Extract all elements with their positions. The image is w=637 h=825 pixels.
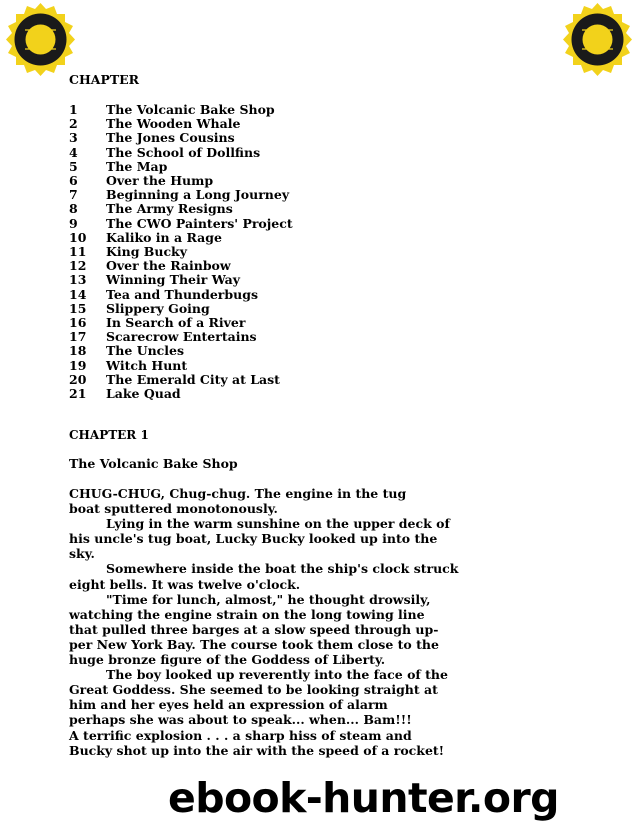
toc-entry-number: 20	[69, 371, 87, 387]
toc-entry-title: The Wooden Whale	[106, 116, 241, 132]
toc-entry-title: The Jones Cousins	[106, 130, 235, 146]
toc-entry-title: Kaliko in a Rage	[106, 229, 222, 245]
text-line: The boy looked up reverently into the face of the	[106, 667, 448, 683]
toc-entry-number: 4	[69, 144, 78, 160]
toc-entry-title: Over the Hump	[106, 173, 214, 189]
text-line: huge bronze figure of the Goddess of Liberty.	[69, 652, 386, 668]
toc-entry	[69, 160, 549, 174]
toc-entry-number: 3	[69, 130, 78, 146]
table-of-contents	[69, 72, 549, 401]
text-line: Bucky shot up into the air with the speed of a rocket!	[69, 742, 445, 758]
seal-badge-icon	[3, 2, 78, 77]
text-line: that pulled three barges at a slow speed through up-	[69, 621, 439, 637]
toc-entry-number: 2	[69, 116, 78, 132]
chapter-title: The Volcanic Bake Shop	[69, 456, 238, 471]
text-line: A terrific explosion . . . a sharp hiss of steam and	[69, 727, 412, 743]
toc-list	[69, 103, 549, 401]
seal-badge-icon	[560, 2, 635, 77]
text-line: boat sputtered monotonously.	[69, 501, 278, 517]
toc-entry	[69, 302, 549, 316]
text-line: "Time for lunch, almost," he thought drowsily,	[106, 591, 431, 607]
toc-entry-title: King Bucky	[106, 244, 187, 260]
toc-entry	[69, 273, 549, 287]
toc-entry-number: 17	[69, 329, 87, 345]
text-line: perhaps she was about to speak... when... Bam!!!	[69, 712, 412, 728]
toc-entry	[69, 131, 549, 145]
toc-entry-number: 8	[69, 201, 78, 217]
toc-entry	[69, 373, 549, 387]
toc-entry-title: The Army Resigns	[106, 201, 233, 217]
toc-entry	[69, 117, 549, 131]
toc-entry-number: 13	[69, 272, 87, 288]
toc-entry-number: 15	[69, 300, 87, 316]
toc-entry	[69, 103, 549, 117]
text-line: Lying in the warm sunshine on the upper deck of	[106, 516, 450, 532]
toc-entry-number: 21	[69, 386, 87, 402]
text-line: CHUG-CHUG, Chug-chug. The engine in the tug	[69, 486, 407, 501]
toc-entry-title: The Uncles	[106, 343, 185, 359]
toc-entry-number: 6	[69, 173, 78, 189]
toc-entry	[69, 245, 549, 259]
toc-entry	[69, 259, 549, 273]
text-line: him and her eyes held an expression of alarm	[69, 697, 388, 713]
abbyy-seal-right[interactable]	[560, 2, 635, 77]
toc-entry-title: Slippery Going	[106, 300, 210, 316]
toc-entry-number: 9	[69, 215, 78, 231]
watermark: ebook-hunter.org	[168, 774, 559, 822]
toc-entry-number: 12	[69, 258, 87, 274]
text-line: his uncle's tug boat, Lucky Bucky looked up into the	[69, 531, 438, 547]
toc-entry-number: 11	[69, 244, 87, 260]
toc-entry-title: The CWO Painters' Project	[106, 215, 293, 231]
toc-entry-number: 5	[69, 158, 78, 174]
toc-entry-title: Tea and Thunderbugs	[106, 286, 259, 302]
toc-entry-title: The School of Dollfins	[106, 144, 261, 160]
toc-entry	[69, 330, 549, 344]
toc-entry-number: 10	[69, 229, 87, 245]
chapter-heading: CHAPTER 1	[69, 428, 149, 442]
toc-entry-title: Winning Their Way	[106, 272, 241, 288]
toc-entry	[69, 217, 549, 231]
toc-entry	[69, 359, 549, 373]
chapter-body	[69, 486, 459, 758]
toc-entry	[69, 188, 549, 202]
toc-entry-number: 16	[69, 315, 87, 331]
toc-entry-number: 1	[69, 102, 78, 117]
text-line: per New York Bay. The course took them close to the	[69, 636, 439, 652]
toc-entry-number: 18	[69, 343, 87, 359]
toc-entry	[69, 202, 549, 216]
toc-entry-number: 14	[69, 286, 87, 302]
toc-entry	[69, 387, 549, 401]
toc-entry-title: The Map	[106, 158, 168, 174]
text-line: watching the engine strain on the long towing line	[69, 606, 425, 622]
toc-entry-title: The Emerald City at Last	[106, 371, 280, 387]
toc-entry	[69, 316, 549, 330]
text-line: sky.	[69, 546, 95, 562]
toc-entry-title: The Volcanic Bake Shop	[106, 102, 275, 117]
toc-entry-title: Witch Hunt	[106, 357, 188, 373]
toc-entry	[69, 344, 549, 358]
toc-entry-number: 19	[69, 357, 87, 373]
text-line: eight bells. It was twelve o'clock.	[69, 576, 301, 592]
toc-entry	[69, 174, 549, 188]
toc-entry	[69, 288, 549, 302]
toc-entry	[69, 146, 549, 160]
toc-entry-title: Scarecrow Entertains	[106, 329, 257, 345]
toc-entry	[69, 231, 549, 245]
toc-entry-title: Over the Rainbow	[106, 258, 231, 274]
toc-heading: CHAPTER	[69, 72, 140, 87]
abbyy-seal-left[interactable]	[3, 2, 78, 77]
text-line: Somewhere inside the boat the ship's clock struck	[106, 561, 459, 577]
toc-entry-title: Beginning a Long Journey	[106, 187, 290, 203]
toc-entry-title: Lake Quad	[106, 386, 181, 402]
text-line: Great Goddess. She seemed to be looking straight at	[69, 682, 438, 698]
toc-entry-title: In Search of a River	[106, 315, 246, 331]
toc-entry-number: 7	[69, 187, 78, 203]
